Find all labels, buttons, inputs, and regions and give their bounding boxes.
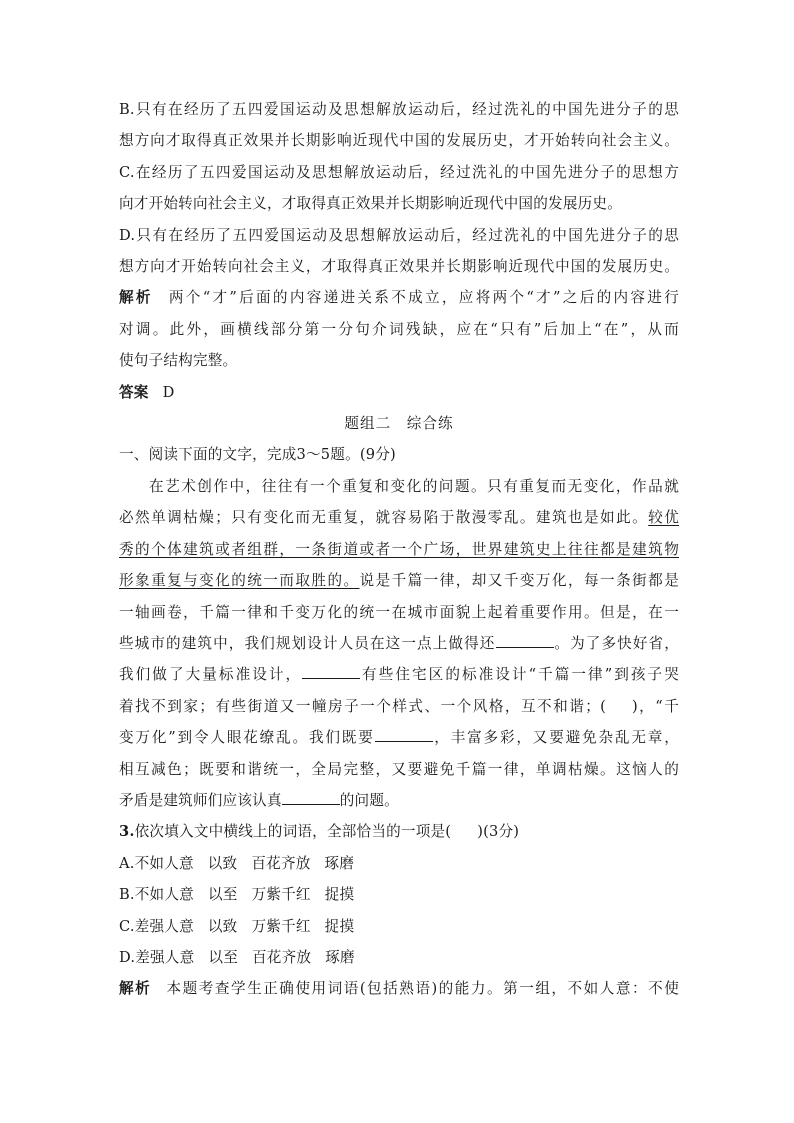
passage-line-11 <box>119 785 679 816</box>
passage-line-6 <box>119 628 679 659</box>
passage-text: 矛盾是建筑师们应该认真 <box>119 791 282 809</box>
option-word: C.差强人意 <box>119 917 194 935</box>
fill-blank-4[interactable] <box>282 803 340 805</box>
fill-blank-3[interactable] <box>375 740 433 742</box>
option-word: 万紫千红 <box>251 886 311 904</box>
part-heading: 一、阅读下面的文字，完成3～5题。(9分) <box>119 446 396 464</box>
passage-line-2 <box>119 502 679 533</box>
option-word: B.不如人意 <box>119 886 194 904</box>
option-word: D.差强人意 <box>119 948 195 966</box>
answer-label: 答案 <box>119 383 149 401</box>
passage-text: 。为了多快好省， <box>553 634 679 652</box>
fill-blank-1[interactable] <box>496 646 554 648</box>
passage-text: 变万化”到令人眼花缭乱。我们既要 <box>119 729 375 747</box>
passage-text: 着找不到家；有些街道又一幢房子一个样式、一个风格，互不和谐；( <box>119 697 606 715</box>
analysis-text: 本题考查学生正确使用词语(包括熟语)的能力。第一组，不如人意：不使 <box>165 980 679 998</box>
question-3-option-d[interactable] <box>119 942 679 973</box>
option-word: A.不如人意 <box>119 854 194 872</box>
passage-text: 说是千篇一律，却又千变万化，每一条街都是 <box>359 572 679 590</box>
passage-text: 些城市的建筑中，我们规划设计人员在这一点上做得还 <box>119 634 496 652</box>
option-word: 捉摸 <box>324 886 355 904</box>
fill-blank-2[interactable] <box>302 677 360 679</box>
passage-text: 必然单调枯燥；只有变化而无重复，就容易陷于散漫零乱。建筑也是如此。 <box>119 509 649 527</box>
analysis-1-line-2: 对调。此外，画横线部分第一分句介词残缺，应在“只有”后加上“在”，从而 <box>119 320 679 338</box>
option-word: 以致 <box>207 917 238 935</box>
passage-line-3 <box>119 534 679 565</box>
passage-text: ，丰富多彩，又要避免杂乱无章， <box>432 729 679 747</box>
option-word: 百花齐放 <box>251 854 311 872</box>
question-3-option-a[interactable] <box>119 848 679 879</box>
passage-line-1: 在艺术创作中，往往有一个重复和变化的问题。只有重复而无变化，作品就 <box>149 477 679 495</box>
analysis-1-line-1 <box>119 282 679 313</box>
passage-text: 我们做了大量标准设计， <box>119 666 303 684</box>
question-text: 依次填入文中横线上的词语，全部恰当的一项是( <box>134 823 452 841</box>
option-word: 琢磨 <box>325 948 355 966</box>
analysis-label: 解析 <box>119 289 153 307</box>
question-score: )(3分) <box>477 823 520 841</box>
passage-text: 有些住宅区的标准设计“千篇一律”到孩子哭 <box>360 666 679 684</box>
passage-line-9 <box>119 722 679 753</box>
passage-line-5: 一轴画卷，千篇一律和千变万化的统一在城市面貌上起着重要作用。但是，在一 <box>119 603 679 621</box>
section-title: 题组二 综合练 <box>344 415 454 433</box>
question-3-option-c[interactable] <box>119 911 679 942</box>
analysis-text: 两个“才”后面的内容递进关系不成立，应将两个“才”之后的内容进行 <box>166 289 679 307</box>
option-word: 百花齐放 <box>252 948 312 966</box>
answer-line <box>119 377 679 408</box>
option-d-line-1: D.只有在经历了五四爱国运动及思想解放运动后，经过洗礼的中国先进分子的思 <box>119 226 679 244</box>
analysis-1-line-3: 使句子结构完整。 <box>119 352 238 370</box>
document-page <box>119 94 679 1005</box>
underlined-sentence: 较优 <box>648 509 680 527</box>
option-d-line-2: 想方向才开始转向社会主义，才取得真正效果并长期影响近现代中国的发展历史。 <box>119 258 679 276</box>
question-3-stem <box>119 816 679 847</box>
answer-value: D <box>162 383 175 401</box>
option-b-line-1: B.只有在经历了五四爱国运动及思想解放运动后，经过洗礼的中国先进分子的思 <box>119 101 679 118</box>
passage-line-10: 相互减色；既要和谐统一，全局完整，又要避免千篇一律，单调枯燥。这恼人的 <box>119 760 679 778</box>
option-c-line-1: C.在经历了五四爱国运动及思想解放运动后，经过洗礼的中国先进分子的思想方 <box>119 163 679 181</box>
option-word: 以至 <box>208 948 238 966</box>
option-c-line-2: 向才开始转向社会主义，才取得真正效果并长期影响近现代中国的发展历史。 <box>119 195 622 213</box>
option-b-line-2: 想方向才取得真正效果并长期影响近现代中国的发展历史，才开始转向社会主义。 <box>119 132 679 150</box>
option-word: 琢磨 <box>324 854 355 872</box>
option-word: 万紫千红 <box>251 917 311 935</box>
passage-line-7 <box>119 659 679 690</box>
passage-line-4 <box>119 565 679 596</box>
passage-text: 的问题。 <box>339 791 399 809</box>
option-word: 捉摸 <box>324 917 355 935</box>
question-number: 3. <box>119 823 135 841</box>
analysis-label: 解析 <box>119 980 152 998</box>
passage-line-8 <box>119 691 679 722</box>
option-word: 以致 <box>207 854 238 872</box>
underlined-sentence: 秀的个体建筑或者组群，一条街道或者一个广场，世界建筑史上往往都是建筑物 <box>119 540 679 558</box>
passage-text: )，“千 <box>631 697 679 715</box>
underlined-sentence: 形象重复与变化的统一而取胜的。 <box>119 572 360 590</box>
question-3-option-b[interactable] <box>119 879 679 910</box>
analysis-2-line-1 <box>119 973 679 1004</box>
option-word: 以至 <box>207 886 238 904</box>
